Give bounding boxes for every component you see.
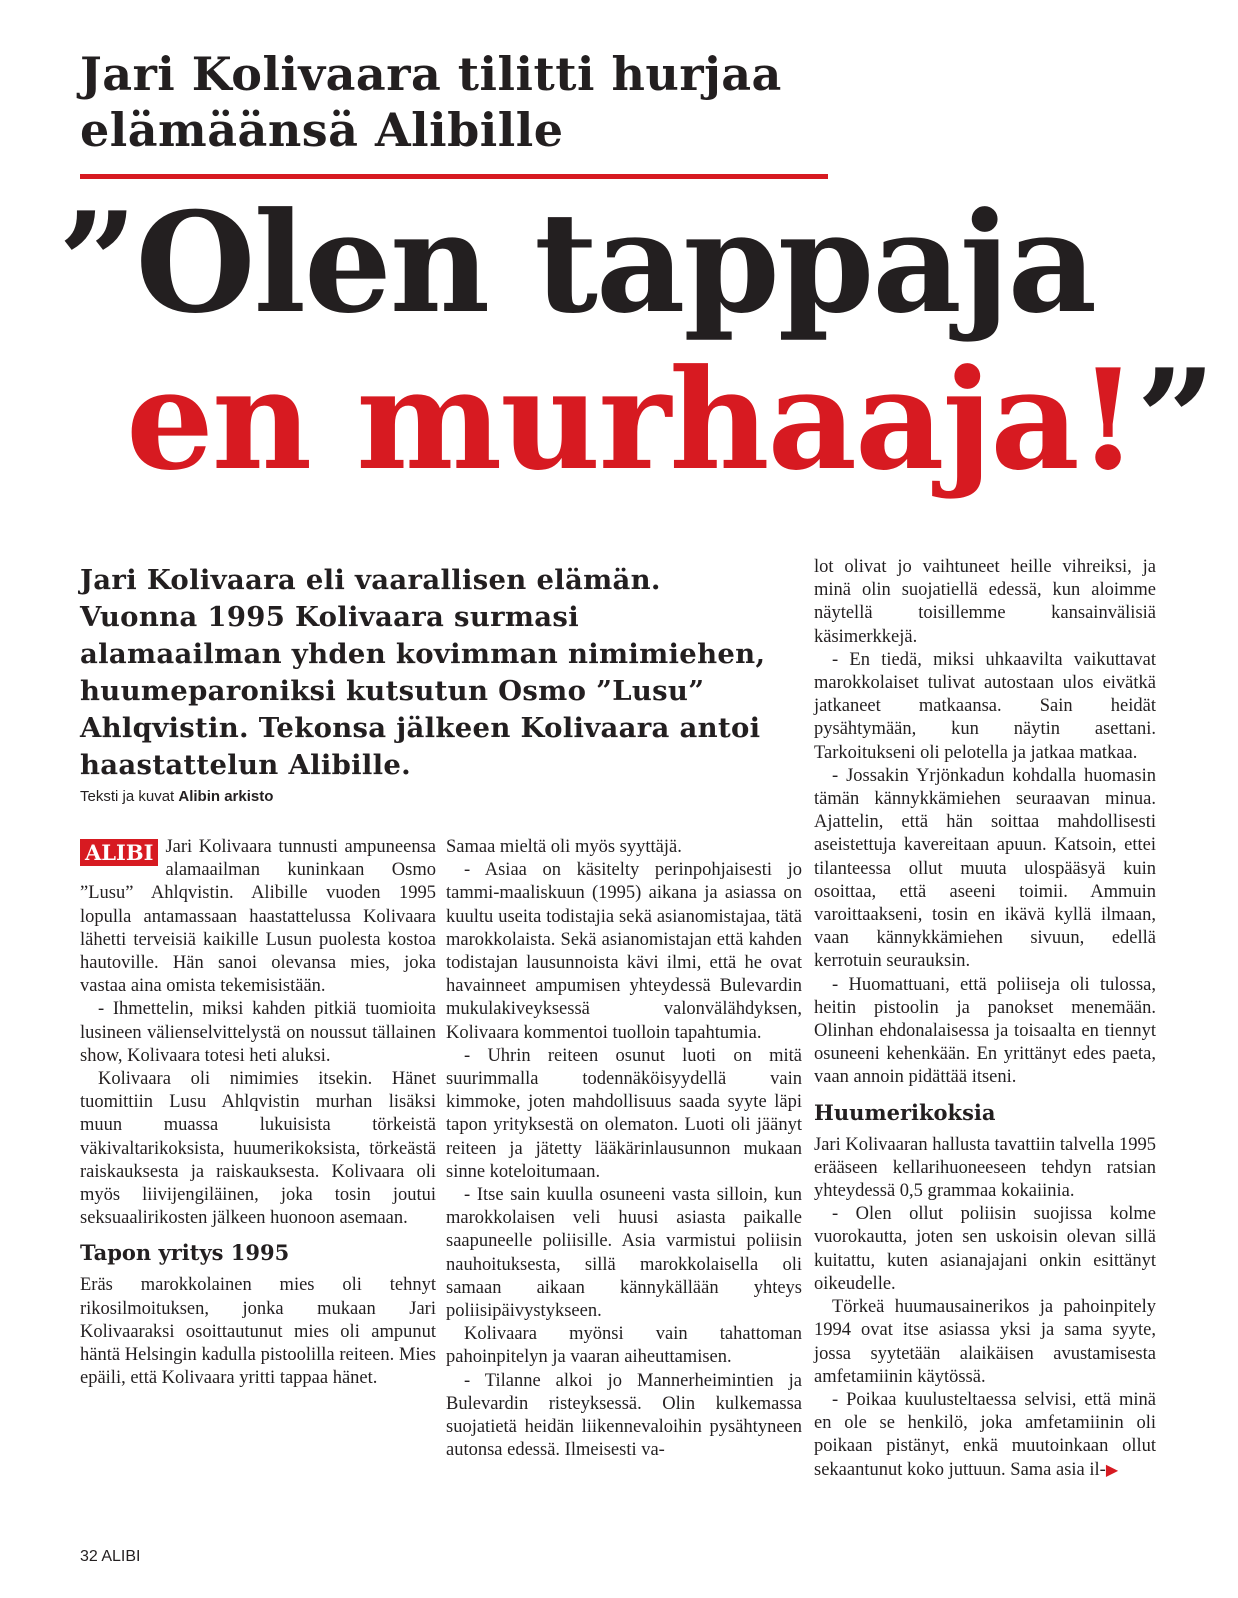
body-paragraph: Törkeä huumausainerikos ja pahoinpitely 1994 ovat itse asiassa yksi ja sama syyte, jossa syytetään alaikäisen avustamisesta amfetamiinin käytössä. bbox=[814, 1297, 1156, 1387]
continue-arrow-icon: ▶ bbox=[1105, 1461, 1119, 1479]
byline-credit bbox=[80, 788, 273, 805]
body-paragraph: Kolivaara oli nimimies itsekin. Hänet tuomittiin Lusu Ahlqvistin murhan lisäksi muun muassa lukuisista törkeistä väkivaltarikoksista, huumerikoksista, törkeästä raiskauksesta ja raiskauksesta. Kolivaara oli myös liivijengiläinen, joka tosin joutui seksuaalirikosten jälkeen huonoon asemaan. bbox=[80, 1069, 436, 1229]
alibi-logo: ALIBI bbox=[80, 839, 158, 866]
body-paragraph: - Ihmettelin, miksi kahden pitkiä tuomioita lusineen välienselvittelystä on noussut tällainen show, Kolivaara totesi heti aluksi. bbox=[80, 999, 436, 1066]
body-paragraph: Jari Kolivaaran hallusta tavattiin talvella 1995 erääseen kellarihuoneeseen tehdyn ratsian yhteydessä 0,5 grammaa kokaiinia. bbox=[814, 1134, 1156, 1202]
headline-line-1: ”Olen tappaja bbox=[58, 181, 1096, 344]
section-subheading: Tapon yritys 1995 bbox=[80, 1240, 290, 1266]
body-paragraph: - Uhrin reiteen osunut luoti on mitä suurimmalla todennäköisyydellä vain kimmoke, joten mahdollisuus saada syyte läpi tapon yrityksestä on olematon. Luoti oli jäänyt reiteen ja jätetty lääkärinlausunnon mukaan sinne koteloitumaan. bbox=[446, 1045, 802, 1182]
body-paragraph: - Itse sain kuulla osuneeni vasta silloin, kun marokkolaisen veli huusi asiasta paikalle saapuneelle poliisille. Asia varmistui poliisin nauhoituksesta, sillä marokkolaisella oli samaan aikaan kännykällään yhteys poliisipäivystykseen. bbox=[446, 1185, 802, 1322]
body-paragraph: Samaa mieltä oli myös syyttäjä. bbox=[446, 837, 682, 857]
body-paragraph bbox=[80, 836, 436, 998]
headline-line-2-text: en murhaaja! bbox=[126, 338, 1137, 501]
headline-line-2 bbox=[126, 338, 1226, 501]
body-paragraph: - Asiaa on käsitelty perinpohjaisesti jo tammi-maaliskuun (1995) aikana ja asiassa on kuultu useita todistajia sekä asianomistajaa, tätä marokkolaista. Sekä asianomistajan että kahden todistajan lausunnoista kävi ilmi, että he ovat havainneet ampumisen yhteydessä Bulevardin mukulakiveyksessä valonvälähdyksen, Kolivaara kommentoi tuolloin tapahtumia. bbox=[446, 860, 802, 1043]
last-paragraph-text: - Poikaa kuulusteltaessa selvisi, että minä en ole se henkilö, joka amfetamiinin oli poikaan pistänyt, enkä muutoinkaan ollut sekaantunut koko juttuun. Sama asia il- bbox=[814, 1389, 1156, 1480]
body-paragraph: - Jossakin Yrjönkadun kohdalla huomasin tämän kännykkämiehen seuraavan minua. Ajattelin, että hän soittaa mahdollisesti aseistettuja kavereitaan apuun. Katsoin, ettei tilanteessa ollut muuta ulospääsyä kuin osoittaa, että aseeni toimii. Ammuin varoittaakseni, tosin en ikävä kyllä ilmaan, vaan kännykkämiehen sivuun, edellä kerrotuin seurauksin. bbox=[814, 765, 1156, 972]
first-paragraph-text: Jari Kolivaara tunnusti ampuneensa alamaailman kuninkaan Osmo ”Lusu” Ahlqvistin. Alibille vuoden 1995 lopulla antamassaan haastattelussa Kolivaara lähetti terveisiä kaikille Lusun puolesta kostoa hautoville. Hän sanoi olevansa mies, joka vastaa aina omista tekemisistään. bbox=[80, 837, 436, 997]
red-divider-rule bbox=[80, 174, 828, 179]
headline-close-quote: ” bbox=[1136, 338, 1214, 501]
credit-name: Alibin arkisto bbox=[178, 788, 274, 805]
body-paragraph: - Olen ollut poliisin suojissa kolme vuorokautta, joten sen uskoisin olevan sillä kuitattu, kuten asianajajani onkin esittänyt oikeudelle. bbox=[814, 1204, 1156, 1294]
section-subheading: Huumerikoksia bbox=[814, 1099, 996, 1125]
page-folio: 32 ALIBI bbox=[80, 1548, 141, 1565]
credit-prefix: Teksti ja kuvat bbox=[80, 788, 175, 805]
body-paragraph bbox=[814, 1389, 1156, 1482]
body-paragraph: lot olivat jo vaihtuneet heille vihreiksi, ja minä olin suojatiellä edessä, kun aloimme näytellä toisillemme kansainvälisiä käsimerkkejä. bbox=[814, 557, 1156, 647]
article-column-3 bbox=[814, 556, 1156, 1482]
body-paragraph: Eräs marokkolainen mies oli tehnyt rikosilmoituksen, jonka mukaan Jari Kolivaaraksi osoittautunut mies oli ampunut häntä Helsingin kadulla pistoolilla reiteen. Mies epäili, että Kolivaara yritti tappaa hänet. bbox=[80, 1275, 436, 1389]
body-paragraph: Kolivaara myönsi vain tahattoman pahoinpitelyn ja vaaran aiheuttamisen. bbox=[446, 1324, 802, 1368]
body-paragraph: - En tiedä, miksi uhkaavilta vaikuttavat marokkolaiset tulivat autostaan ulos eivätkä jatkaneet matkaansa. Sain heidät pysähtymään, kun näytin asettani. Tarkoitukseni oli pelotella ja jatkaa matkaa. bbox=[814, 649, 1156, 763]
body-paragraph: - Tilanne alkoi jo Mannerheimintien ja Bulevardin risteyksessä. Olin kulkemassa suojatietä heidän liikennevaloihin pysähtyneen autonsa edessä. Ilmeisesti va- bbox=[446, 1370, 802, 1461]
article-column-2 bbox=[446, 836, 802, 1462]
body-paragraph: - Huomattuani, että poliiseja oli tulossa, heitin pistoolin ja panokset menemään. Olinhan ehdonalaisessa ja toisaalta en tiennyt osuneeni kehenkään. En yrittänyt edes paeta, vaan annoin pidättää itseni. bbox=[814, 974, 1156, 1088]
lead-paragraph: Jari Kolivaara eli vaarallisen elämän. Vuonna 1995 Kolivaara surmasi alamaailman yhden kovimman nimimiehen, huumeparoniksi kutsutun Osmo ”Lusu” Ahlqvistin. Tekonsa jälkeen Kolivaara antoi haastattelun Alibille. bbox=[80, 564, 766, 781]
article-column-1 bbox=[80, 836, 436, 1390]
kicker-headline: Jari Kolivaara tilitti hurjaa elämäänsä Alibille bbox=[80, 47, 782, 157]
